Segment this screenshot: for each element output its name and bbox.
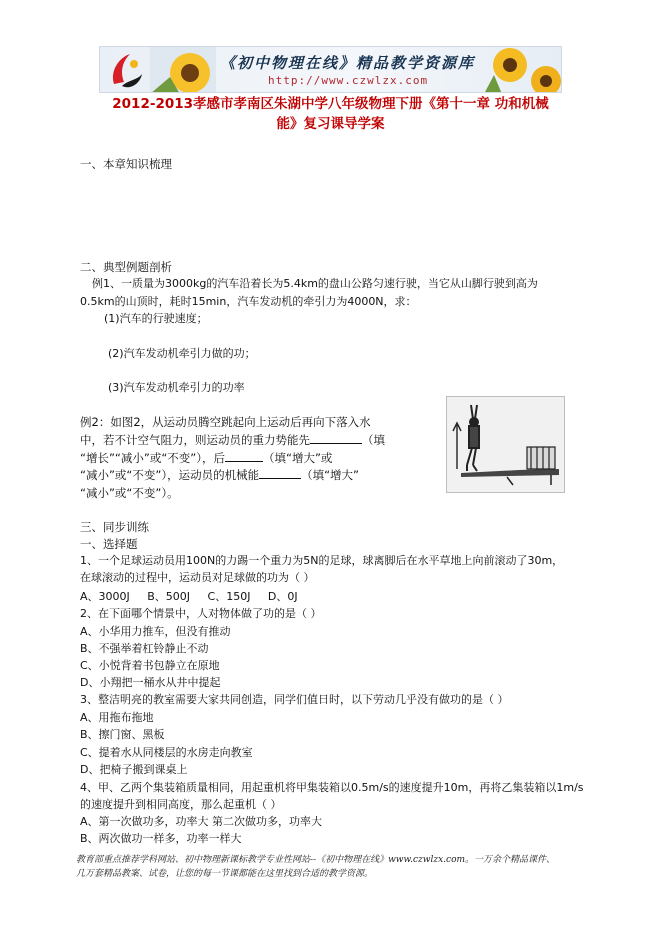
diver-figure (446, 396, 565, 493)
question-4-stem: 4、甲、乙两个集装箱质量相同，用起重机将甲集装箱以0.5m/s的速度提升10m，再将乙集装箱以1m/s (80, 781, 584, 794)
document-title-line1: 2012-2013孝感市孝南区朱湖中学八年级物理下册《第十一章 功和机械 (112, 96, 549, 112)
option-a: A、第一次做功多，功率大 第二次做功多，功率大 (80, 815, 323, 828)
question-3-stem: 3、整洁明亮的教室需要大家共同创造，同学们值日时，以下劳动几乎没有做功的是（ ） (80, 693, 509, 706)
question-4-stem: 的速度提升到相同高度，那么起重机（ ） (80, 798, 282, 811)
option-d: D、小翔把一桶水从井中提起 (80, 676, 221, 689)
option-d: D、把椅子搬到课桌上 (80, 763, 188, 776)
example1-question: (1)汽车的行驶速度； (104, 312, 208, 325)
example1-text: 例1、一质量为3000kg的汽车沿着长为5.4km的盘山公路匀速行驶，当它从山脚行驶到高为 (92, 277, 538, 290)
answer-blank[interactable] (259, 468, 301, 479)
footer-note: 教育部重点推荐学科网站、初中物理新课标教学专业性网站--《初中物理在线》www.czwlzx.com。一万余个精品课件、 (76, 855, 556, 865)
example2-text: “减小”或“不变”）。 (80, 486, 179, 500)
diver-illustration-icon (447, 397, 564, 492)
header-banner (99, 46, 562, 93)
option-b: B、不强举着杠铃静止不动 (80, 642, 209, 655)
question-1-options: A、3000J B、500J C、150J D、0J (80, 590, 298, 603)
section-heading: 一、本章知识梳理 (80, 157, 172, 171)
section-heading: 二、典型例题剖析 (80, 260, 172, 274)
answer-blank[interactable] (225, 451, 263, 462)
option-a: A、小华用力推车，但没有推动 (80, 625, 231, 638)
site-logo-icon (108, 50, 144, 90)
question-1-stem: 在球滚动的过程中，运动员对足球做的功为（ ） (80, 571, 315, 584)
example1-question: (3)汽车发动机牵引力的功率 (108, 381, 245, 394)
question-2-stem: 2、在下面哪个情景中，人对物体做了功的是（ ） (80, 607, 322, 620)
example2-text: 例2：如图2，从运动员腾空跳起向上运动后再向下落入水 (80, 415, 371, 429)
example2-text: “减小”或“不变”），运动员的机械能 （填“增大” (80, 468, 360, 482)
option-b: B、两次做功一样多，功率一样大 (80, 832, 242, 845)
example1-text: 0.5km的山顶时，耗时15min，汽车发动机的牵引力为4000N，求： (80, 295, 417, 308)
option-a: A、用拖布拖地 (80, 711, 154, 724)
answer-blank[interactable] (310, 433, 362, 444)
subsection-heading: 一、选择题 (80, 537, 138, 551)
banner-url[interactable]: http://www.czwlzx.com (268, 74, 429, 87)
question-1-stem: 1、一个足球运动员用100N的力踢一个重力为5N的足球，球离脚后在水平草地上向前滚动了30m， (80, 554, 564, 567)
banner-title: 《初中物理在线》精品教学资源库 (220, 54, 476, 72)
option-b: B、擦门窗、黑板 (80, 728, 165, 741)
document-title (60, 94, 601, 134)
example1-question: (2)汽车发动机牵引力做的功； (108, 347, 256, 360)
sunflower-decoration-icon (150, 47, 216, 93)
option-c: C、小悦背着书包静立在原地 (80, 659, 220, 672)
footer-note: 几万套精品教案、试卷，让您的每一节课都能在这里找到合适的教学资源。 (76, 869, 374, 879)
section-heading: 三、同步训练 (80, 520, 149, 534)
document-title-line2: 能》复习课导学案 (276, 116, 385, 132)
option-c: C、提着水从同楼层的水房走向教室 (80, 746, 253, 759)
example2-text: “增长”“减小”或“不变”），后 （填“增大”或 (80, 451, 333, 465)
sunflower-decoration-icon (480, 47, 562, 93)
example2-text: 中，若不计空气阻力，则运动员的重力势能先 （填 (80, 433, 385, 447)
